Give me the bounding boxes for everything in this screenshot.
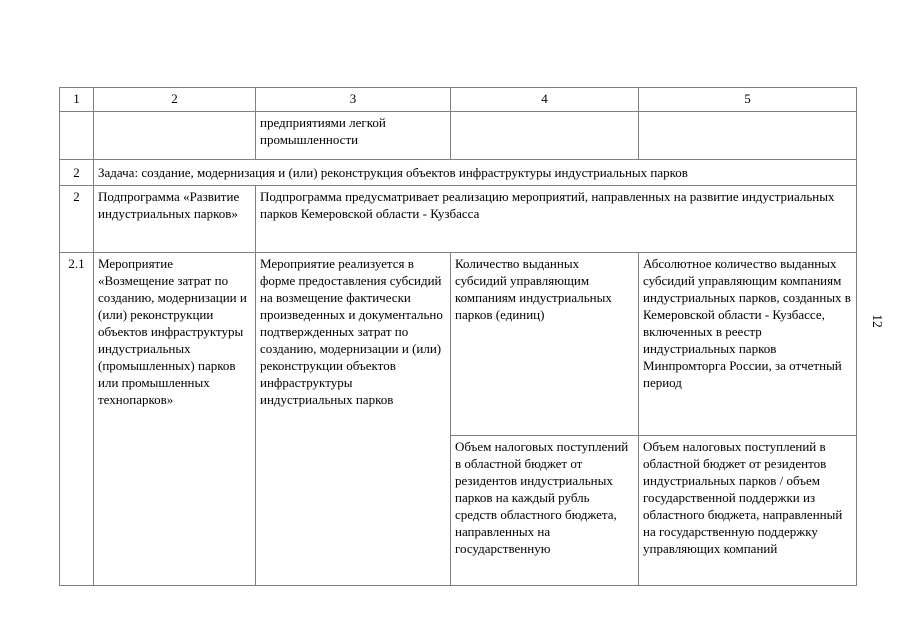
task-number: 2: [60, 160, 94, 186]
measure-description: Мероприятие реализуется в форме предоставления субсидий на возмещение фактически произведенных и документально подтвержденных затрат по созданию, модернизации и (или) реконструкции объектов инфраструктуры индустриальных парков: [256, 253, 451, 586]
subprogram-name: Подпрограмма «Развитие индустриальных парков»: [94, 186, 256, 253]
measure-indicator-2: Объем налоговых поступлений в областной бюджет от резидентов индустриальных парков на каждый рубль средств областного бюджета, направленных на государственную: [451, 436, 639, 586]
measure-number: 2.1: [60, 253, 94, 586]
col-header-5: 5: [639, 88, 857, 112]
subprogram-number: 2: [60, 186, 94, 253]
empty-cell: [639, 112, 857, 160]
carryover-row: [60, 112, 857, 160]
col-header-4: 4: [451, 88, 639, 112]
page-number: 12: [870, 314, 885, 328]
program-measures-table: [59, 87, 857, 586]
subprogram-description: Подпрограмма предусматривает реализацию мероприятий, направленных на развитие индустриальных парков Кемеровской области - Кузбасса: [256, 186, 857, 253]
col-header-3: 3: [256, 88, 451, 112]
column-number-header-row: [60, 88, 857, 112]
measure-indicator-1: Количество выданных субсидий управляющим компаниям индустриальных парков (единиц): [451, 253, 639, 436]
col-header-2: 2: [94, 88, 256, 112]
task-text: Задача: создание, модернизация и (или) реконструкция объектов инфраструктуры индустриальных парков: [94, 160, 857, 186]
empty-cell: [451, 112, 639, 160]
col-header-1: 1: [60, 88, 94, 112]
empty-cell: [60, 112, 94, 160]
task-row: [60, 160, 857, 186]
subprogram-row: [60, 186, 857, 253]
measure-name: Мероприятие «Возмещение затрат по созданию, модернизации и (или) реконструкции объектов инфраструктуры индустриальных (промышленных) парков или промышленных технопарков»: [94, 253, 256, 586]
carryover-text: предприятиями легкой промышленности: [256, 112, 451, 160]
measure-indicator-1-method: Абсолютное количество выданных субсидий управляющим компаниям индустриальных парков, созданных в Кемеровской области - Кузбассе, включенных в реестр индустриальных парков Минпромторга России, за отчетный период: [639, 253, 857, 436]
measure-indicator-2-method: Объем налоговых поступлений в областной бюджет от резидентов индустриальных парков / объем государственной поддержки из областного бюджета, направленный на государственную поддержку управляющих компаний: [639, 436, 857, 586]
empty-cell: [94, 112, 256, 160]
measure-row-part1: [60, 253, 857, 436]
